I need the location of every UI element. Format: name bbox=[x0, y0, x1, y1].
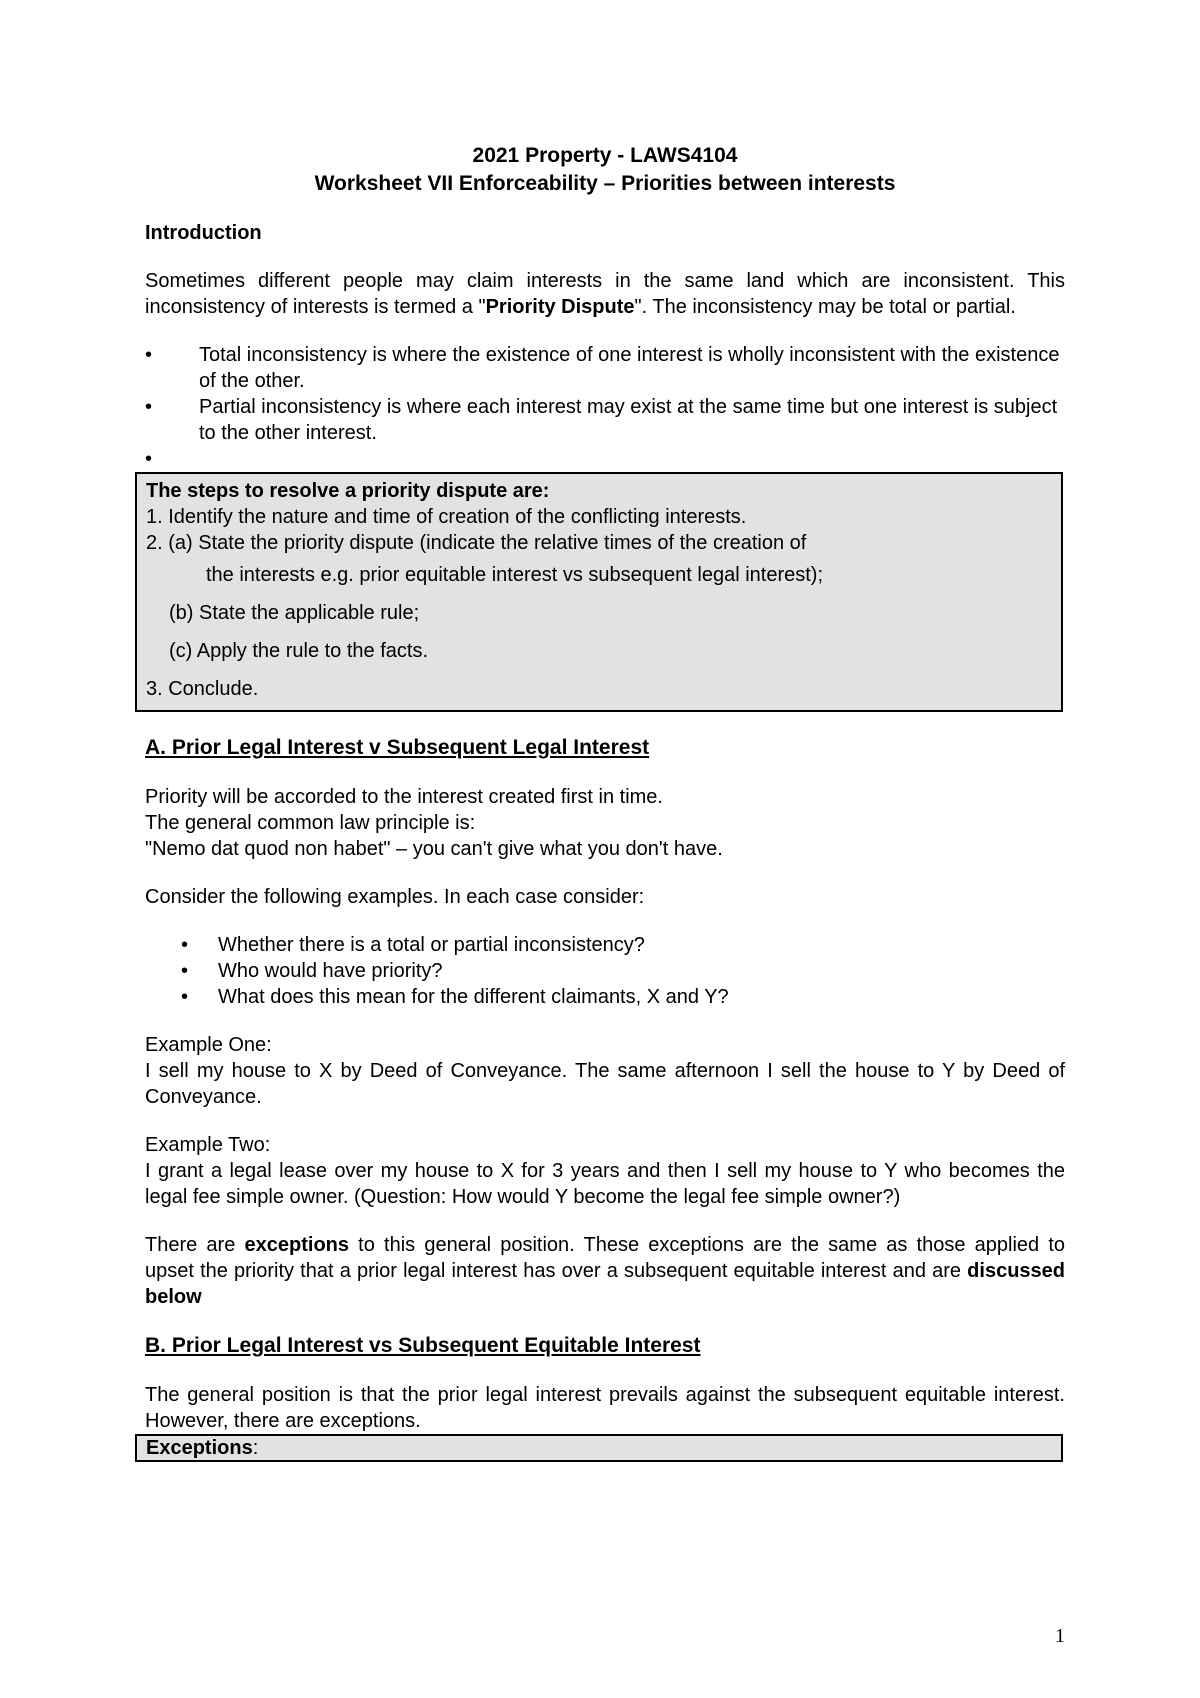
list-item: • What does this mean for the different claimants, X and Y? bbox=[145, 984, 1065, 1010]
introduction-text-a: Sometimes different people may claim interests in the same land which are inconsistent. This inconsistency of interests is termed a " bbox=[145, 270, 1065, 318]
exceptions-term: exceptions bbox=[244, 1234, 349, 1256]
section-a-heading: A. Prior Legal Interest v Subsequent Legal Interest bbox=[145, 736, 650, 759]
exceptions-box-colon: : bbox=[252, 1437, 259, 1459]
page-number: 1 bbox=[1055, 1625, 1065, 1647]
introduction-text-b: ". The inconsistency may be total or partial. bbox=[634, 296, 1016, 318]
exceptions-paragraph bbox=[145, 1232, 1065, 1310]
list-item: • Total inconsistency is where the existence of one interest is wholly inconsistent with the existence of the other. bbox=[145, 342, 1065, 394]
exceptions-box bbox=[135, 1434, 1063, 1462]
example-one-label: Example One: bbox=[145, 1034, 272, 1056]
steps-box bbox=[135, 472, 1063, 712]
list-item: • Whether there is a total or partial inconsistency? bbox=[145, 932, 1065, 958]
introduction-paragraph bbox=[145, 268, 1065, 320]
step-1: 1. Identify the nature and time of creation of the conflicting interests. bbox=[146, 506, 747, 528]
step-2c: (c) Apply the rule to the facts. bbox=[169, 640, 429, 662]
section-a-line3: "Nemo dat quod non habet" – you can't give what you don't have. bbox=[145, 838, 723, 860]
introduction-heading: Introduction bbox=[145, 222, 262, 244]
step-2b: (b) State the applicable rule; bbox=[169, 602, 420, 624]
steps-heading: The steps to resolve a priority dispute are: bbox=[146, 480, 550, 502]
document-body bbox=[145, 142, 1065, 1462]
exceptions-box-label: Exceptions bbox=[146, 1437, 253, 1459]
example-two-label: Example Two: bbox=[145, 1134, 271, 1156]
step-2a: 2. (a) State the priority dispute (indicate the relative times of the creation of bbox=[146, 532, 807, 554]
list-item bbox=[145, 446, 1065, 472]
example-one-text: I sell my house to X by Deed of Conveyance. The same afternoon I sell the house to Y by Deed of Conveyance. bbox=[145, 1060, 1065, 1108]
consider-list bbox=[145, 932, 1065, 1010]
document-title-line1: 2021 Property - LAWS4104 bbox=[472, 144, 738, 167]
step-3: 3. Conclude. bbox=[146, 678, 259, 700]
exceptions-text-b: to this general position. These exceptions are the same as those applied to upset the priority that a prior legal interest has over a subsequent equitable interest and are bbox=[145, 1234, 1066, 1282]
list-item: • Who would have priority? bbox=[145, 958, 1065, 984]
inconsistency-list bbox=[145, 342, 1065, 472]
discussed-below-term: discussed below bbox=[145, 1260, 1065, 1308]
section-a-line1: Priority will be accorded to the interest created first in time. bbox=[145, 786, 663, 808]
section-a-consider: Consider the following examples. In each case consider: bbox=[145, 886, 645, 908]
example-two-text: I grant a legal lease over my house to X for 3 years and then I sell my house to Y who becomes the legal fee simple owner. (Question: How would Y become the legal fee simple owner?) bbox=[145, 1160, 1065, 1208]
section-b-paragraph: The general position is that the prior legal interest prevails against the subsequent equitable interest. However, there are exceptions. bbox=[145, 1384, 1065, 1432]
step-2a-continued: the interests e.g. prior equitable interest vs subsequent legal interest); bbox=[206, 564, 824, 586]
section-b-heading: B. Prior Legal Interest vs Subsequent Equitable Interest bbox=[145, 1334, 701, 1357]
priority-dispute-term: Priority Dispute bbox=[485, 296, 635, 318]
list-item: • Partial inconsistency is where each interest may exist at the same time but one interest is subject to the other interest. bbox=[145, 394, 1065, 446]
section-a-line2: The general common law principle is: bbox=[145, 812, 476, 834]
document-title-line2: Worksheet VII Enforceability – Priorities between interests bbox=[314, 172, 896, 195]
exceptions-text-a: There are bbox=[145, 1234, 245, 1256]
